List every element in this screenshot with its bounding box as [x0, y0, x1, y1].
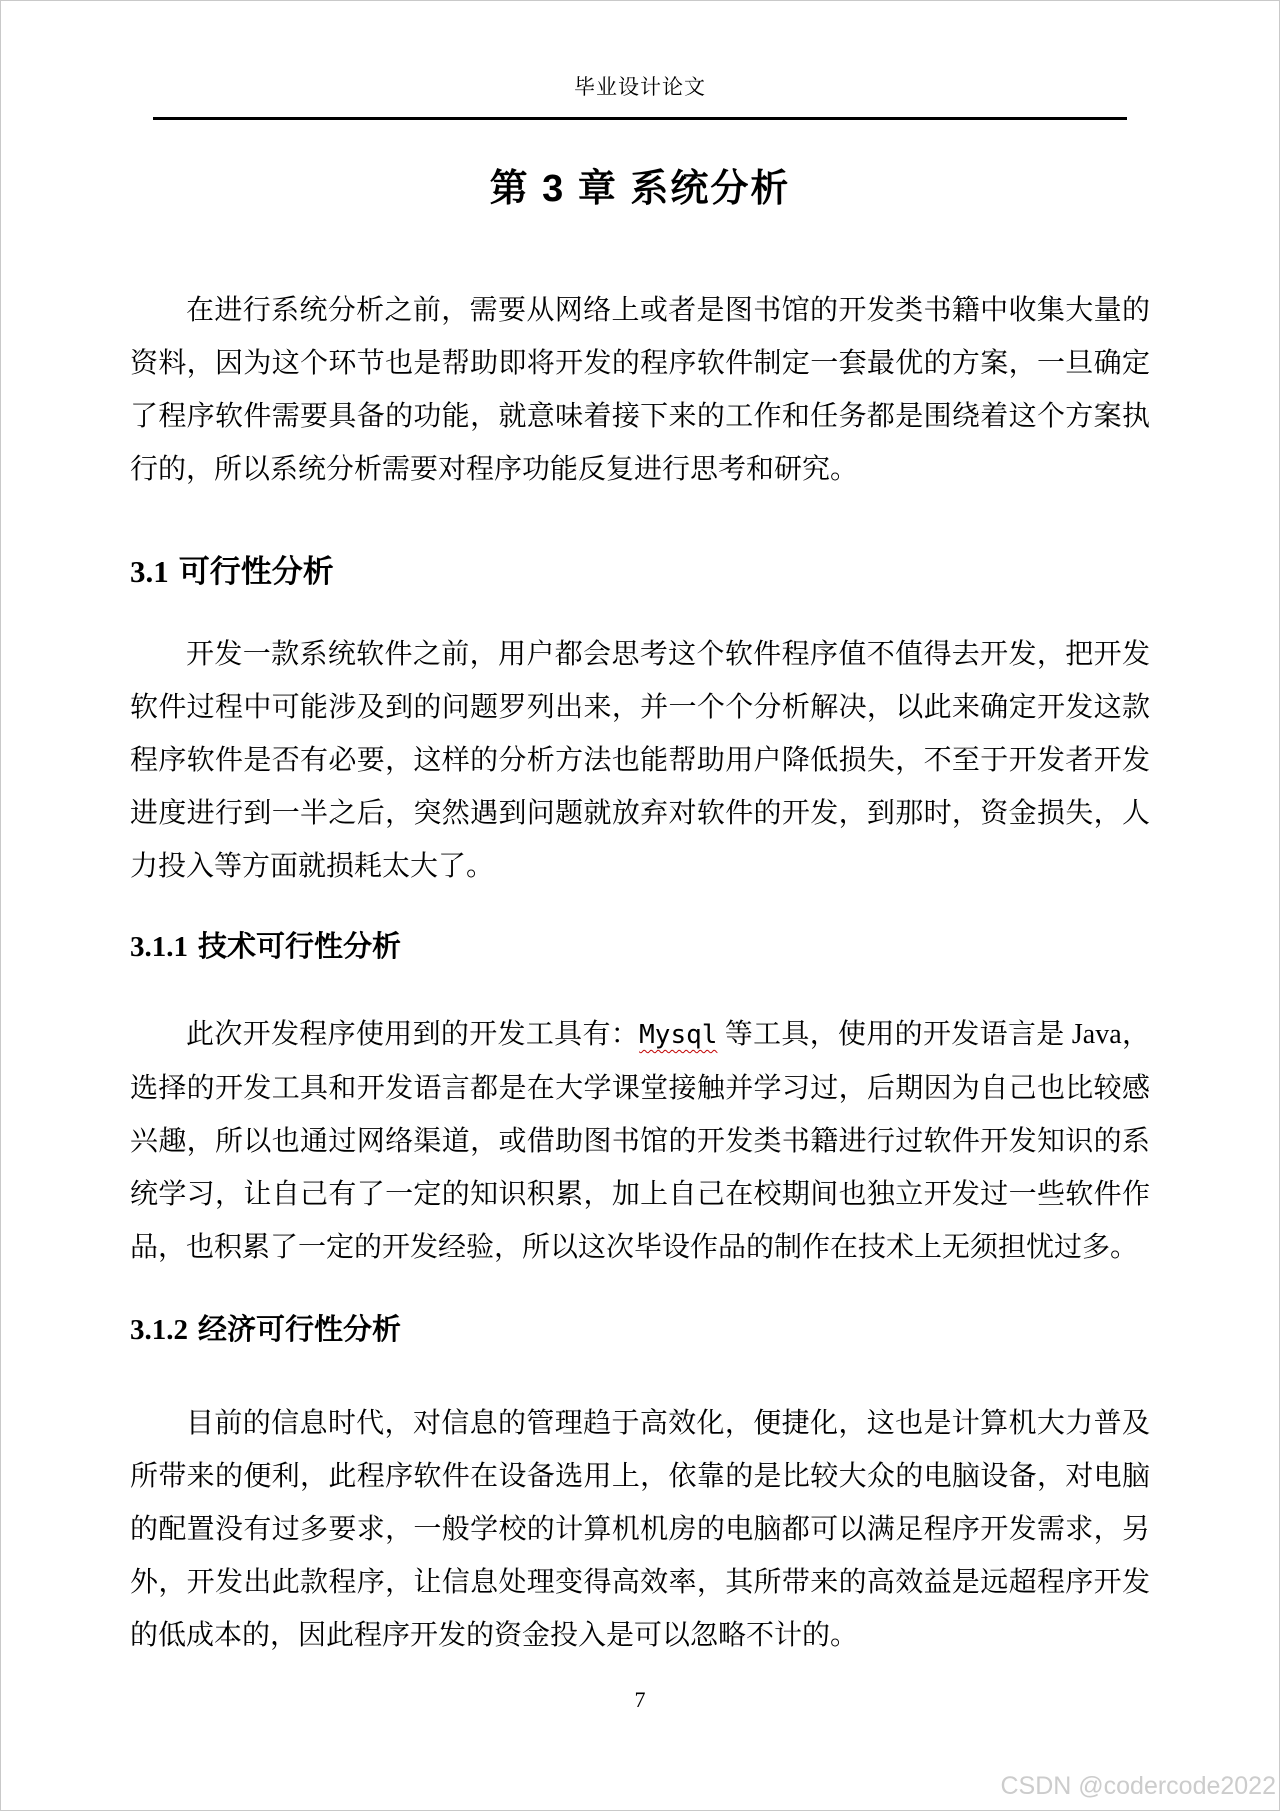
paragraph-text-after-term: 等工具，使用的开发语言是 Java，选择的开发工具和开发语言都是在大学课堂接触并学习过，后期因为自己也比较感兴趣，所以也通过网络渠道，或借助图书馆的开发类书籍进行过软件开发知识的系统学习，让自己有了一定的知识积累，加上自己在校期间也独立开发过一些软件作品，也积累了一定的开发经验，所以这次毕设作品的制作在技术上无须担忧过多。 — [130, 1019, 1150, 1263]
running-header: 毕业设计论文 — [574, 75, 706, 99]
section-3-1-paragraph: 开发一款系统软件之前，用户都会思考这个软件程序值不值得去开发，把开发软件过程中可能涉及到的问题罗列出来，并一个个分析解决，以此来确定开发这款程序软件是否有必要，这样的分析方法也能帮助用户降低损失，不至于开发者开发进度进行到一半之后，突然遇到问题就放弃对软件的开发，到那时，资金损失，人力投入等方面就损耗太大了。 — [130, 639, 1150, 882]
section-3-1-2-paragraph: 目前的信息时代，对信息的管理趋于高效化，便捷化，这也是计算机大力普及所带来的便利，此程序软件在设备选用上，依靠的是比较大众的电脑设备，对电脑的配置没有过多要求，一般学校的计算机机房的电脑都可以满足程序开发需求，另外，开发出此款程序，让信息处理变得高效率，其所带来的高效益是远超程序开发的低成本的，因此程序开发的资金投入是可以忽略不计的。 — [130, 1408, 1150, 1651]
section-number: 3.1 — [130, 554, 169, 589]
section-heading-3-1-2 — [130, 1310, 1150, 1350]
chapter-title: 第 3 章 系统分析 — [489, 168, 791, 210]
section-title: 技术可行性分析 — [198, 931, 402, 963]
section-number: 3.1.1 — [130, 931, 188, 963]
section-title: 可行性分析 — [178, 554, 334, 589]
section-number: 3.1.2 — [130, 1314, 188, 1346]
page-number: 7 — [634, 1687, 646, 1712]
section-heading-3-1 — [130, 552, 1150, 592]
csdn-watermark: CSDN @codercode2022 — [1000, 1772, 1276, 1800]
section-title: 经济可行性分析 — [198, 1314, 402, 1346]
section-heading-3-1-1 — [130, 927, 1150, 967]
chapter-intro-paragraph: 在进行系统分析之前，需要从网络上或者是图书馆的开发类书籍中收集大量的资料，因为这个环节也是帮助即将开发的程序软件制定一套最优的方案，一旦确定了程序软件需要具备的功能，就意味着接下来的工作和任务都是围绕着这个方案执行的，所以系统分析需要对程序功能反复进行思考和研究。 — [130, 295, 1150, 485]
paragraph-text-before-term: 此次开发程序使用到的开发工具有： — [186, 1019, 640, 1050]
header-divider — [153, 117, 1127, 120]
section-3-1-1-paragraph — [130, 1008, 1150, 1274]
mysql-term-spellcheck: Mysql — [639, 1020, 718, 1050]
